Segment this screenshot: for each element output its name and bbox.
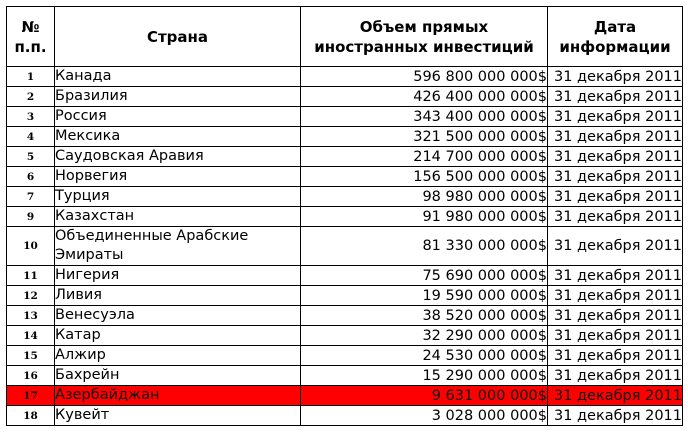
- row-country: Нигерия: [55, 266, 301, 286]
- table-row: [7, 286, 683, 306]
- table-row: [7, 306, 683, 326]
- table-row: [7, 207, 683, 227]
- table-row: [7, 386, 683, 406]
- row-country: Объединенные Арабские Эмираты: [55, 227, 301, 266]
- row-country: Кувейт: [55, 406, 301, 426]
- row-date: 31 декабря 2011: [548, 87, 683, 107]
- row-number: 16: [7, 366, 55, 386]
- header-num: [7, 7, 55, 67]
- header-date-line2: информации: [559, 37, 671, 56]
- row-country: Казахстан: [55, 207, 301, 227]
- row-number: 4: [7, 127, 55, 147]
- row-country: Мексика: [55, 127, 301, 147]
- row-amount: 32 290 000 000$: [301, 326, 548, 346]
- fdi-table: [6, 6, 683, 426]
- table-row: [7, 346, 683, 366]
- row-date: 31 декабря 2011: [548, 187, 683, 207]
- header-num-line2: п.п.: [14, 37, 47, 56]
- header-amount-line1: Объем прямых: [359, 17, 489, 36]
- row-date: 31 декабря 2011: [548, 286, 683, 306]
- row-date: 31 декабря 2011: [548, 306, 683, 326]
- row-number: 7: [7, 187, 55, 207]
- row-date: 31 декабря 2011: [548, 326, 683, 346]
- header-country: Страна: [55, 7, 301, 67]
- row-amount: 9 631 000 000$: [301, 386, 548, 406]
- row-country: Ливия: [55, 286, 301, 306]
- table-row: [7, 127, 683, 147]
- row-country: Алжир: [55, 346, 301, 366]
- table-row: [7, 366, 683, 386]
- row-date: 31 декабря 2011: [548, 127, 683, 147]
- row-country: Саудовская Аравия: [55, 147, 301, 167]
- table-row: [7, 87, 683, 107]
- table-row: [7, 326, 683, 346]
- row-amount: 81 330 000 000$: [301, 227, 548, 266]
- row-country: Норвегия: [55, 167, 301, 187]
- row-date: 31 декабря 2011: [548, 366, 683, 386]
- header-amount-line2: иностранных инвестиций: [314, 37, 534, 56]
- row-number: 10: [7, 227, 55, 266]
- row-date: 31 декабря 2011: [548, 346, 683, 366]
- row-country: Катар: [55, 326, 301, 346]
- row-number: 17: [7, 386, 55, 406]
- row-number: 1: [7, 67, 55, 87]
- row-country: Бразилия: [55, 87, 301, 107]
- row-amount: 19 590 000 000$: [301, 286, 548, 306]
- table-row: [7, 167, 683, 187]
- header-date-line1: Дата: [593, 17, 637, 36]
- table-row: [7, 266, 683, 286]
- row-date: 31 декабря 2011: [548, 147, 683, 167]
- row-country: Бахрейн: [55, 366, 301, 386]
- row-number: 6: [7, 167, 55, 187]
- row-number: 11: [7, 266, 55, 286]
- row-number: 5: [7, 147, 55, 167]
- row-number: 9: [7, 207, 55, 227]
- row-date: 31 декабря 2011: [548, 386, 683, 406]
- header-num-line1: №: [21, 17, 40, 36]
- table-body: [7, 67, 683, 426]
- row-amount: 596 800 000 000$: [301, 67, 548, 87]
- row-amount: 214 700 000 000$: [301, 147, 548, 167]
- header-amount: [301, 7, 548, 67]
- row-country: Россия: [55, 107, 301, 127]
- row-date: 31 декабря 2011: [548, 227, 683, 266]
- row-amount: 343 400 000 000$: [301, 107, 548, 127]
- row-date: 31 декабря 2011: [548, 406, 683, 426]
- row-amount: 98 980 000 000$: [301, 187, 548, 207]
- row-amount: 24 530 000 000$: [301, 346, 548, 366]
- table-row: [7, 187, 683, 207]
- row-number: 15: [7, 346, 55, 366]
- row-number: 13: [7, 306, 55, 326]
- row-country: Венесуэла: [55, 306, 301, 326]
- row-amount: 38 520 000 000$: [301, 306, 548, 326]
- row-date: 31 декабря 2011: [548, 207, 683, 227]
- header-row: [7, 7, 683, 67]
- row-number: 2: [7, 87, 55, 107]
- row-country: Турция: [55, 187, 301, 207]
- row-amount: 15 290 000 000$: [301, 366, 548, 386]
- row-amount: 3 028 000 000$: [301, 406, 548, 426]
- row-amount: 426 400 000 000$: [301, 87, 548, 107]
- row-amount: 91 980 000 000$: [301, 207, 548, 227]
- table-row: [7, 406, 683, 426]
- row-number: 3: [7, 107, 55, 127]
- row-date: 31 декабря 2011: [548, 266, 683, 286]
- row-date: 31 декабря 2011: [548, 67, 683, 87]
- row-country: Азербайджан: [55, 386, 301, 406]
- table-row: [7, 107, 683, 127]
- row-amount: 156 500 000 000$: [301, 167, 548, 187]
- row-country: Канада: [55, 67, 301, 87]
- row-number: 14: [7, 326, 55, 346]
- header-date: [548, 7, 683, 67]
- row-number: 12: [7, 286, 55, 306]
- row-number: 18: [7, 406, 55, 426]
- table-row: [7, 147, 683, 167]
- row-amount: 75 690 000 000$: [301, 266, 548, 286]
- table-row: [7, 227, 683, 266]
- table-row: [7, 67, 683, 87]
- row-date: 31 декабря 2011: [548, 167, 683, 187]
- row-date: 31 декабря 2011: [548, 107, 683, 127]
- row-amount: 321 500 000 000$: [301, 127, 548, 147]
